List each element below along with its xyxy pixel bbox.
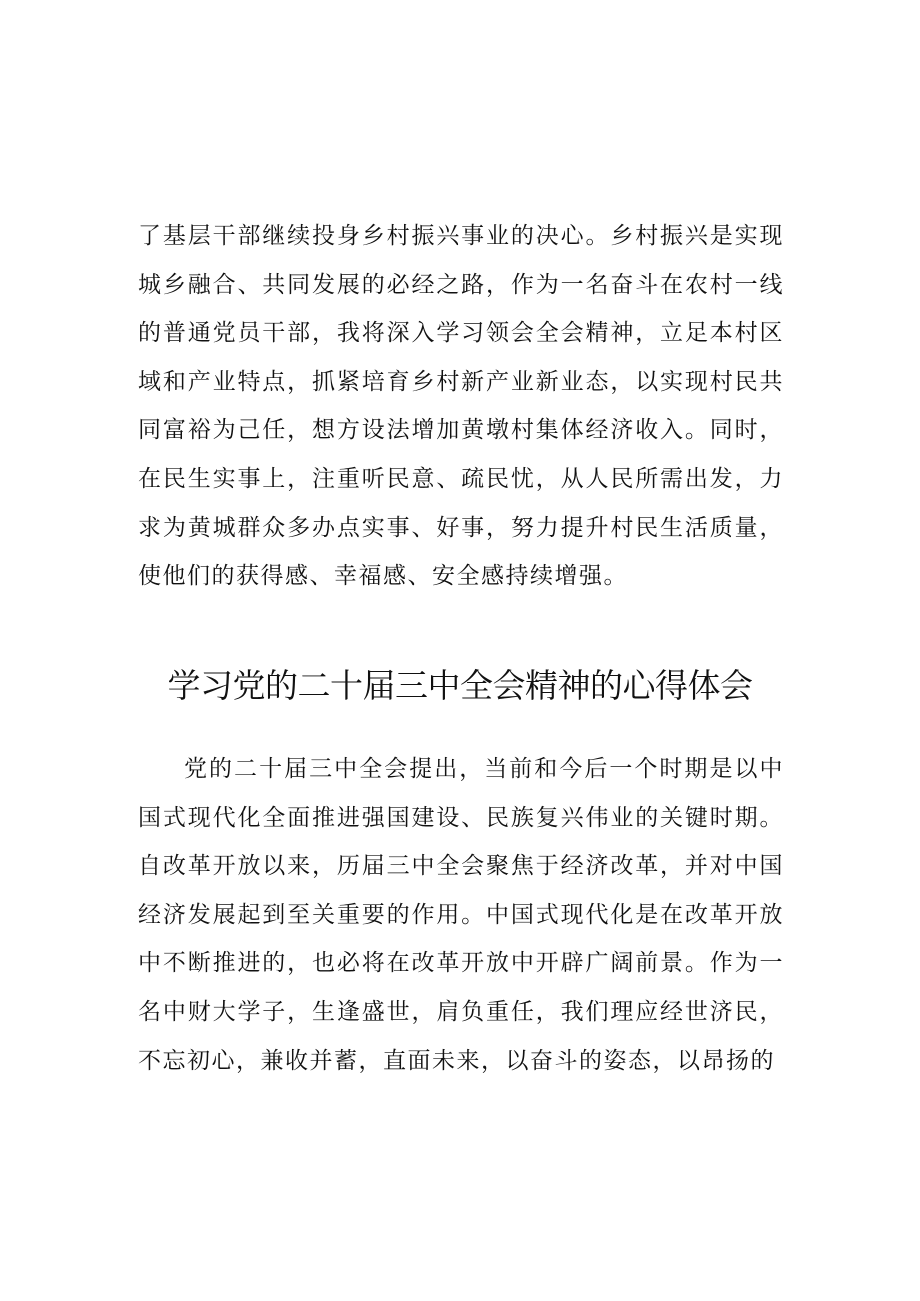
paragraph-continuation: 了基层干部继续投身乡村振兴事业的决心。乡村振兴是实现城乡融合、共同发展的必经之路，作为一名奋斗在农村一线的普通党员干部，我将深入学习领会全会精神，立足本村区域和产业特点，抓紧培育乡村新产业新业态，以实现村民共同富裕为己任，想方设法增加黄墩村集体经济收入。同时，在民生实事上，注重听民意、疏民忧，从人民所需出发，力求为黄城群众多办点实事、好事，努力提升村民生活质量，使他们的获得感、幸福感、安全感持续增强。	[138, 223, 784, 590]
essay-title: 学习党的二十届三中全会精神的心得体会	[167, 666, 753, 705]
essay-paragraph: 党的二十届三中全会提出，当前和今后一个时期是以中国式现代化全面推进强国建设、民族复兴伟业的关键时期。自改革开放以来，历届三中全会聚焦于经济改革，并对中国经济发展起到至关重要的作用。中国式现代化是在改革开放中不断推进的，也必将在改革开放中开辟广阔前景。作为一名中财大学子，生逢盛世，肩负重任，我们理应经世济民，不忘初心，兼收并蓄，直面未来，以奋斗的姿态，以昂扬的	[138, 756, 784, 1074]
